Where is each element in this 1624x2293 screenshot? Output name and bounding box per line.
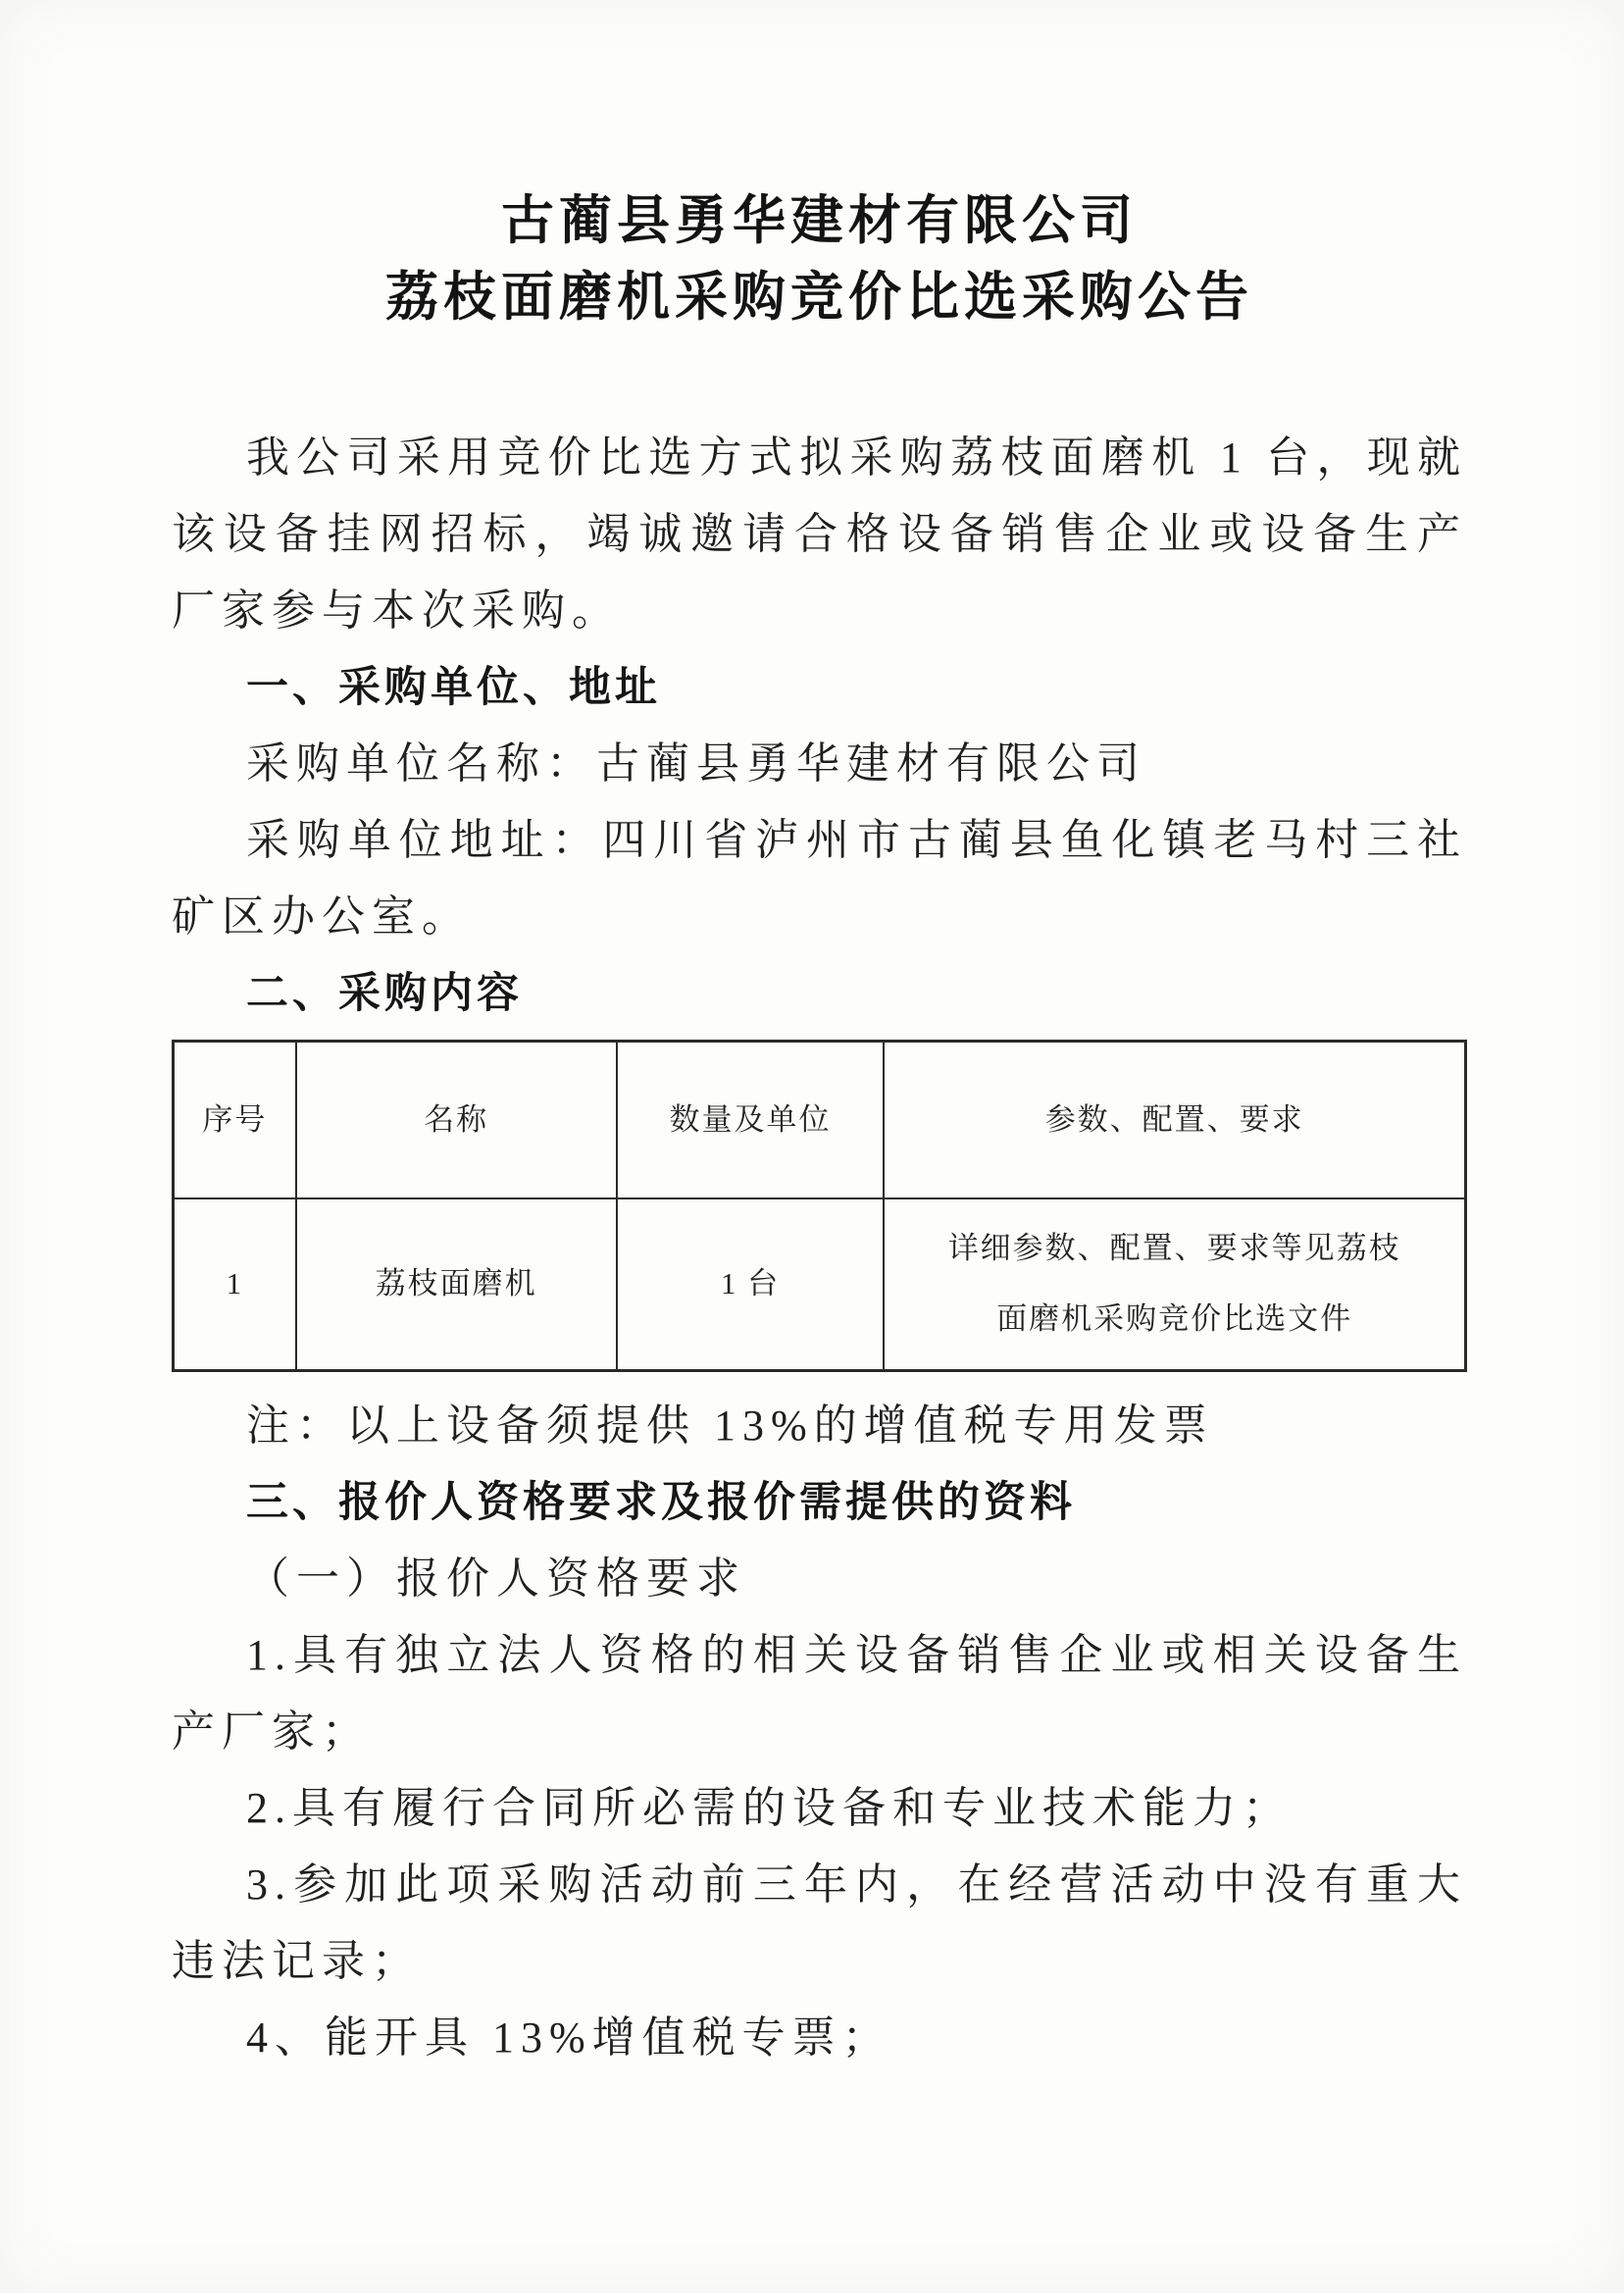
- qualification-item-2: 2.具有履行合同所必需的设备和专业技术能力；: [246, 1784, 1293, 1832]
- document-body: [172, 420, 1467, 2076]
- table-note: 注：以上设备须提供 13%的增值税专用发票: [246, 1401, 1214, 1450]
- section-1-heading: 一、采购单位、地址: [246, 664, 661, 711]
- title-spacer: [172, 335, 1467, 420]
- column-header-quantity: 数量及单位: [617, 1042, 885, 1198]
- cell-specs-line-1: 详细参数、配置、要求等见荔枝: [947, 1231, 1401, 1266]
- purchaser-address-line: 采购单位地址：四川省泸州市古蔺县鱼化镇老马村三社矿区办公室。: [172, 816, 1467, 941]
- cell-specs: [884, 1198, 1465, 1371]
- qualification-item-4: 4、能开具 13%增值税专票；: [246, 2013, 892, 2062]
- column-header-specs: 参数、配置、要求: [884, 1042, 1465, 1198]
- purchaser-name-line: 采购单位名称：古蔺县勇华建材有限公司: [246, 739, 1146, 788]
- section-3-heading: 三、报价人资格要求及报价需提供的资料: [246, 1479, 1076, 1526]
- column-header-index: 序号: [174, 1042, 296, 1198]
- qualification-item-3: 3.参加此项采购活动前三年内，在经营活动中没有重大违法记录；: [172, 1860, 1467, 1985]
- qualification-item-1: 1.具有独立法人资格的相关设备销售企业或相关设备生产厂家；: [172, 1631, 1467, 1756]
- cell-name: 荔枝面磨机: [296, 1198, 617, 1371]
- intro-paragraph: 我公司采用竞价比选方式拟采购荔枝面磨机 1 台，现就该设备挂网招标，竭诚邀请合格设备销售企业或设备生产厂家参与本次采购。: [172, 433, 1467, 635]
- table-header-row: [174, 1042, 1466, 1198]
- cell-index: 1: [174, 1198, 296, 1371]
- cell-specs-line-2: 面磨机采购竞价比选文件: [996, 1301, 1353, 1337]
- column-header-name: 名称: [296, 1042, 617, 1198]
- cell-quantity: 1 台: [617, 1198, 885, 1371]
- procurement-table: [172, 1040, 1467, 1372]
- title-line-2: 荔枝面磨机采购竞价比选采购公告: [385, 268, 1253, 327]
- title-line-1: 古蔺县勇华建材有限公司: [501, 191, 1138, 250]
- table-row: [174, 1198, 1466, 1371]
- document-title: [172, 182, 1467, 335]
- section-2-heading: 二、采购内容: [246, 970, 523, 1017]
- qualification-subheading: （一）报价人资格要求: [246, 1554, 746, 1603]
